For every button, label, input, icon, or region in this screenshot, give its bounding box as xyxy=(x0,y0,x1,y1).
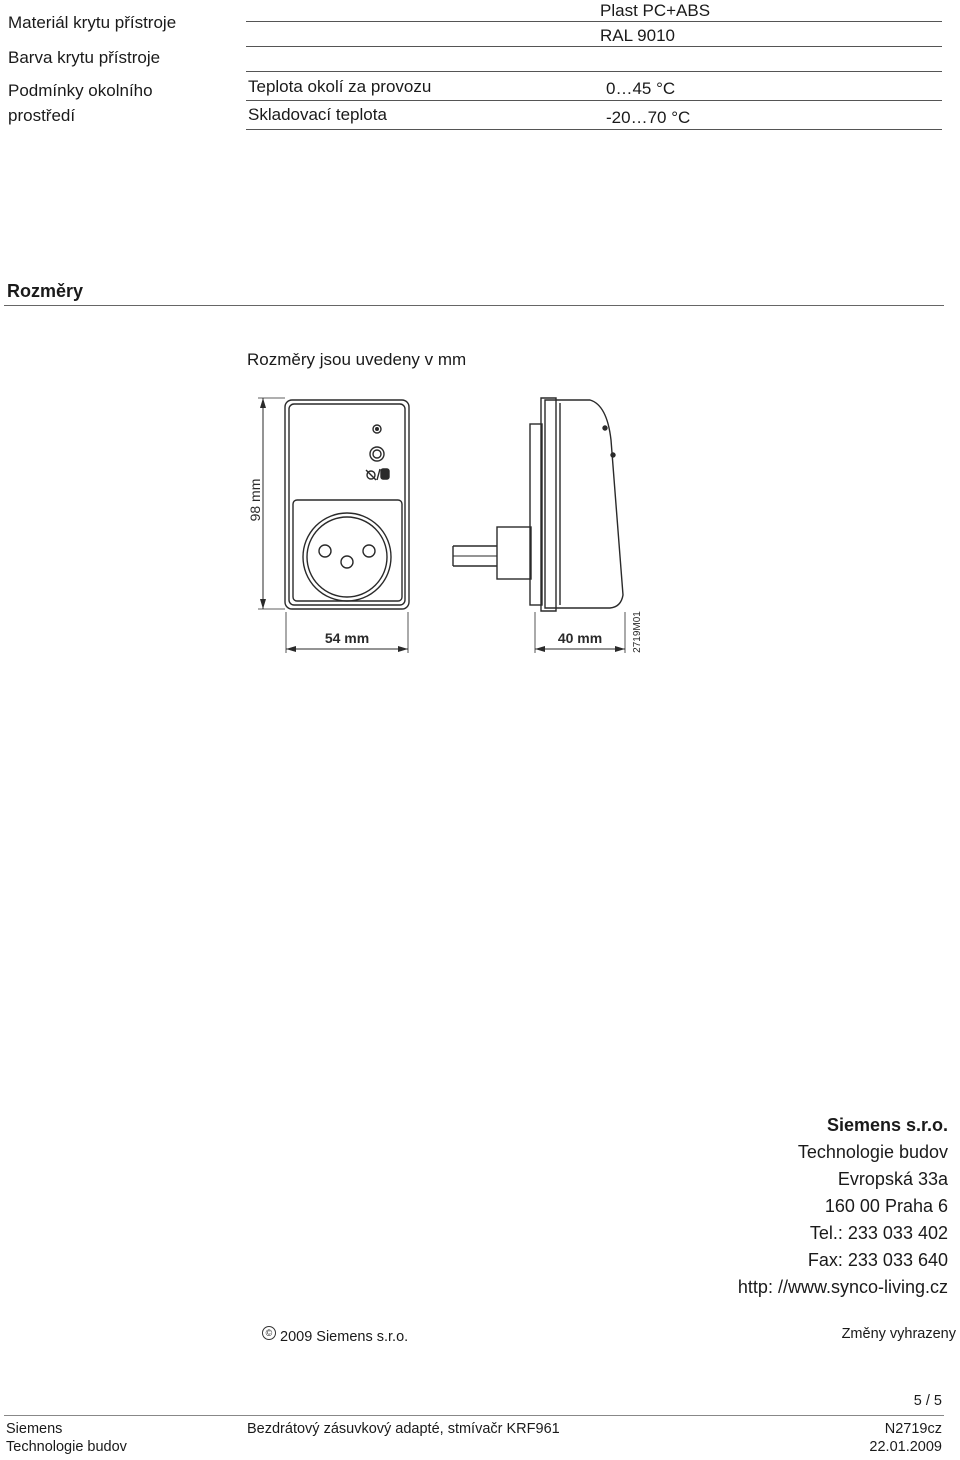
dimensions-note: Rozměry jsou uvedeny v mm xyxy=(247,350,467,369)
copyright-icon: © xyxy=(262,1326,276,1340)
footer-document-number: N2719cz xyxy=(884,1421,942,1437)
company-web: http: //www.synco-living.cz xyxy=(737,1277,948,1297)
drawing-code: 2719M01 xyxy=(632,611,643,653)
width-dimension-label: 54 mm xyxy=(324,630,370,646)
company-tel: Tel.: 233 033 402 xyxy=(809,1223,948,1243)
footer-division: Technologie budov xyxy=(6,1439,127,1455)
divider xyxy=(246,71,942,72)
section-divider xyxy=(4,305,944,306)
footer-divider xyxy=(4,1415,944,1416)
height-dimension-label: 98 mm xyxy=(247,478,263,522)
company-name: Siemens s.r.o. xyxy=(826,1115,948,1135)
ambient-storage-value: -20…70 °C xyxy=(606,108,691,127)
spec-label-ambient-1: Podmínky okolního xyxy=(8,81,153,100)
footer-company: Siemens xyxy=(6,1421,63,1437)
spec-label-ambient-2: prostředí xyxy=(8,106,76,125)
divider xyxy=(246,100,942,101)
section-title-dimensions: Rozměry xyxy=(7,281,84,301)
company-city: 160 00 Praha 6 xyxy=(824,1196,948,1216)
footer-document-title: Bezdrátový zásuvkový adapté, stmívačr KRF961 xyxy=(247,1421,560,1437)
company-street: Evropská 33a xyxy=(837,1169,948,1189)
company-division: Technologie budov xyxy=(797,1142,948,1162)
spec-label-housing-material: Materiál krytu přístroje xyxy=(8,13,177,32)
ambient-storage-label: Skladovací teplota xyxy=(248,105,387,124)
copyright xyxy=(262,1326,408,1345)
ambient-operating-value: 0…45 °C xyxy=(606,79,676,98)
spec-label-housing-color: Barva krytu přístroje xyxy=(8,48,161,67)
divider xyxy=(246,46,942,47)
rights-reserved: Změny vyhrazeny xyxy=(841,1326,956,1342)
company-address xyxy=(738,1112,948,1301)
dimension-drawing xyxy=(0,380,700,670)
copyright-text: 2009 Siemens s.r.o. xyxy=(280,1329,409,1345)
depth-dimension-label: 40 mm xyxy=(557,630,603,646)
spec-value-material: Plast PC+ABS xyxy=(600,1,711,20)
spec-value-color: RAL 9010 xyxy=(600,26,675,45)
ambient-operating-label: Teplota okolí za provozu xyxy=(248,77,432,96)
divider xyxy=(246,21,942,22)
page-number: 5 / 5 xyxy=(913,1393,942,1409)
company-fax: Fax: 233 033 640 xyxy=(807,1250,948,1270)
footer-date: 22.01.2009 xyxy=(869,1439,942,1455)
divider xyxy=(246,129,942,130)
